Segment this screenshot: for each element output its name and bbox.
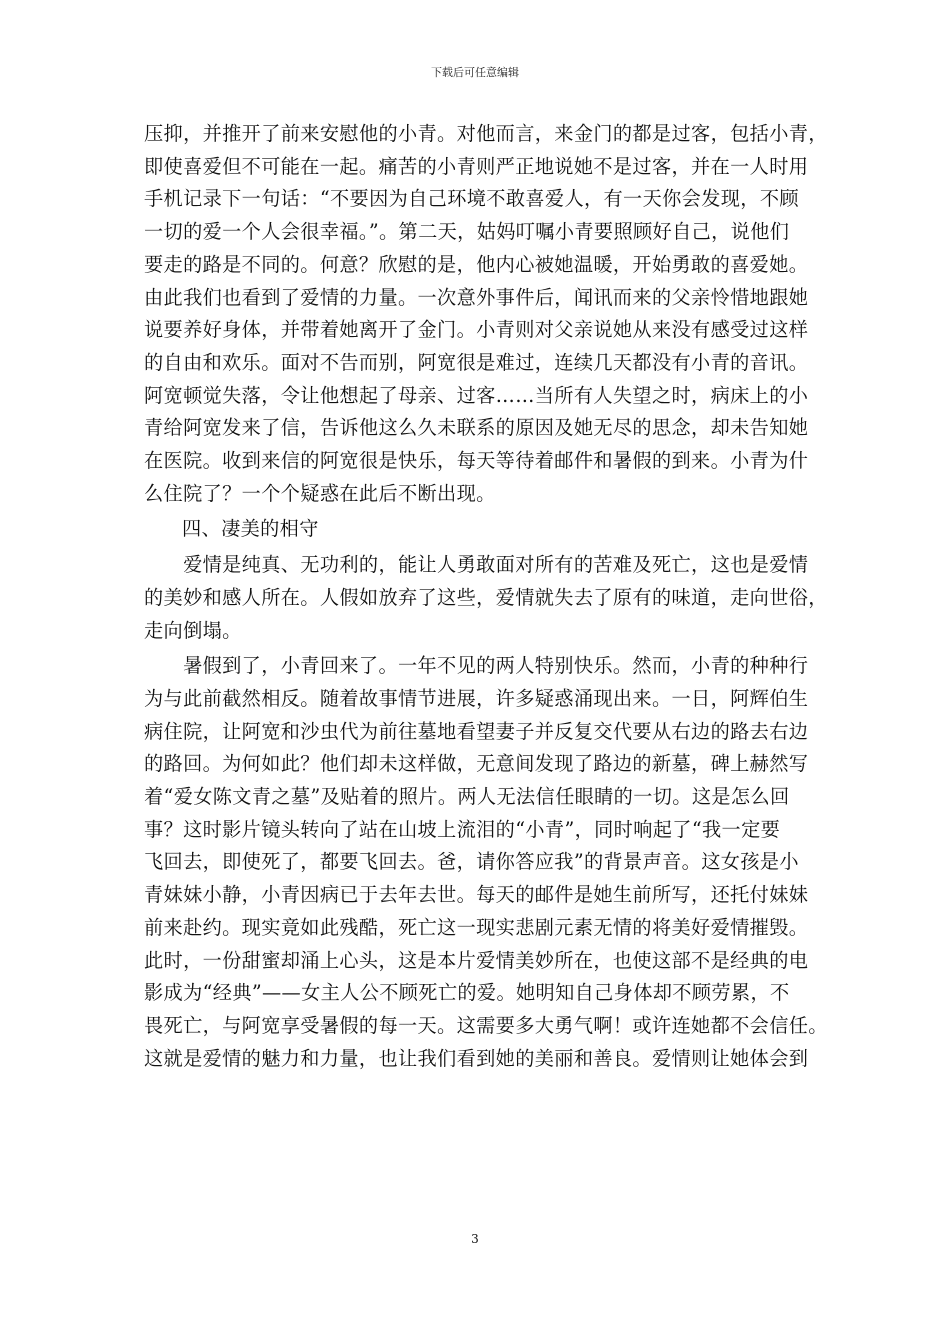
text-line: 阿宽顿觉失落，令让他想起了母亲、过客……当所有人失望之时，病床上的小 — [144, 383, 809, 407]
page-header: 下载后可任意编辑 — [431, 66, 519, 79]
text-line: 青给阿宽发来了信，告诉他这么久未联系的原因及她无尽的思念，却未告知她 — [144, 416, 809, 440]
body-text — [144, 118, 828, 1078]
text-line: 此时，一份甜蜜却涌上心头，这是本片爱情美妙所在，也使这部不是经典的电 — [144, 948, 809, 972]
text-line: 畏死亡，与阿宽享受暑假的每一天。这需要多大勇气啊！或许连她都不会信任。 — [144, 1013, 828, 1037]
paragraph-1 — [144, 118, 828, 510]
text-line: 压抑，并推开了前来安慰他的小青。对他而言，来金门的都是过客，包括小青， — [144, 122, 828, 145]
text-line: 青妹妹小静，小青因病已于去年去世。每天的邮件是她生前所写，还托付妹妹 — [144, 883, 809, 907]
text-line: 暑假到了，小青回来了。一年不见的两人特别快乐。然而，小青的种种行 — [144, 654, 809, 678]
text-line: 的美妙和感人所在。人假如放弃了这些，爱情就失去了原有的味道，走向世俗， — [144, 585, 828, 609]
text-line: 么住院了？一个个疑惑在此后不断出现。 — [144, 481, 496, 505]
text-line: 病住院，让阿宽和沙虫代为前往墓地看望妻子并反复交代要从右边的路去右边 — [144, 719, 809, 743]
text-line: 事？这时影片镜头转向了站在山坡上流泪的“小青”，同时响起了“我一定要 — [144, 817, 781, 841]
text-line: 前来赴约。现实竟如此残酷，死亡这一现实悲剧元素无情的将美好爱情摧毁。 — [144, 915, 809, 939]
text-line: 爱情是纯真、无功利的，能让人勇敢面对所有的苦难及死亡，这也是爱情 — [144, 553, 809, 577]
paragraph-2 — [144, 549, 828, 647]
text-line: 要走的路是不同的。何意？欣慰的是，他内心被她温暖，开始勇敢的喜爱她。 — [144, 252, 809, 276]
text-line: 走向倒塌。 — [144, 618, 242, 642]
text-line: 的路回。为何如此？他们却未这样做，无意间发现了路边的新墓，碑上赫然写 — [144, 752, 809, 776]
text-line: 飞回去，即使死了，都要飞回去。爸，请你答应我”的背景声音。这女孩是小 — [144, 850, 799, 874]
text-line: 的自由和欢乐。面对不告而别，阿宽很是难过，连续几天都没有小青的音讯。 — [144, 350, 809, 374]
section-heading: 四、凄美的相守 — [182, 517, 319, 541]
text-line: 为与此前截然相反。随着故事情节进展，许多疑惑涌现出来。一日，阿辉伯生 — [144, 686, 809, 710]
text-line: 说要养好身体，并带着她离开了金门。小青则对父亲说她从来没有感受过这样 — [144, 318, 809, 342]
text-line: 这就是爱情的魅力和力量，也让我们看到她的美丽和善良。爱情则让她体会到 — [144, 1046, 809, 1070]
text-line: 在医院。收到来信的阿宽很是快乐，每天等待着邮件和暑假的到来。小青为什 — [144, 449, 809, 473]
text-line: 影成为“经典”——女主人公不顾死亡的爱。她明知自己身体却不顾劳累，不 — [144, 981, 790, 1005]
text-line: 着“爱女陈文青之墓”及贴着的照片。两人无法信任眼睛的一切。这是怎么回 — [144, 785, 790, 809]
page-number: 3 — [471, 1232, 479, 1246]
paragraph-3 — [144, 650, 828, 1075]
text-line: 一切的爱一个人会很幸福。”。第二天，姑妈叮嘱小青要照顾好自己，说他们 — [144, 220, 790, 244]
text-line: 手机记录下一句话：“不要因为自己环境不敢喜爱人，有一天你会发现，不顾 — [144, 187, 799, 211]
text-line: 由此我们也看到了爱情的力量。一次意外事件后，闻讯而来的父亲怜惜地跟她 — [144, 285, 809, 309]
text-line: 即使喜爱但不可能在一起。痛苦的小青则严正地说她不是过客，并在一人时用 — [144, 154, 809, 178]
